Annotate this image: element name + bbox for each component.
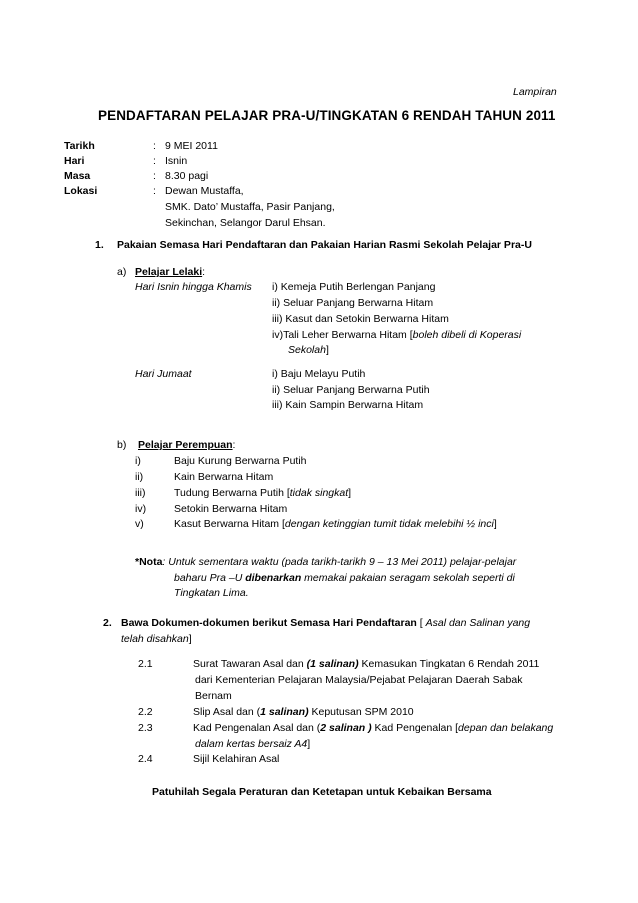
bracket-close: ] [325, 344, 329, 356]
section2-number: 2. [103, 617, 112, 629]
weekday-item: i) Kemeja Putih Berlengan Panjang [272, 281, 436, 293]
weekday-item-cont [288, 344, 329, 356]
girl-item-text: Setokin Berwarna Hitam [174, 503, 288, 515]
doc-item-line [193, 706, 414, 718]
masa-label: Masa [64, 170, 91, 182]
colon: : [232, 439, 236, 451]
doc-item-text: Surat Tawaran Asal dan [193, 658, 307, 670]
doc-item-note: dalam kertas bersaiz A4 [195, 738, 308, 750]
weekday-item-note: boleh dibeli di Koperasi [412, 329, 522, 341]
hari-value: Isnin [165, 155, 188, 167]
doc-item-cont [195, 738, 310, 750]
nota-text: baharu Pra –U [174, 572, 246, 584]
section1a-marker: a) [117, 266, 127, 278]
doc-item-cont: dari Kementerian Pelajaran Malaysia/Pejabat Pelajaran Daerah Sabak [195, 674, 523, 686]
nota-bold: dibenarkan [245, 572, 302, 584]
doc-item-num: 2.3 [138, 722, 153, 734]
doc-item-text: Kemasukan Tingkatan 6 Rendah 2011 [358, 658, 540, 670]
doc-item-copies: 2 salinan ) [320, 722, 372, 734]
bracket-close: ] [307, 738, 311, 750]
doc-item-line [193, 722, 553, 734]
doc-item-text: Sijil Kelahiran Asal [193, 753, 280, 765]
section2-heading-line [121, 617, 530, 629]
doc-item-num: 2.2 [138, 706, 153, 718]
friday-label: Hari Jumaat [135, 368, 192, 380]
section1a-heading: Pelajar Lelaki [135, 266, 203, 278]
section1b-heading: Pelajar Perempuan [138, 439, 233, 451]
lokasi-line: Sekinchan, Selangor Darul Ehsan. [165, 217, 326, 229]
doc-item-num: 2.1 [138, 658, 153, 670]
section1-heading: Pakaian Semasa Hari Pendaftaran dan Pakaian Harian Rasmi Sekolah Pelajar Pra-U [117, 239, 532, 251]
nota-line3: Tingkatan Lima. [174, 587, 249, 599]
tarikh-label: Tarikh [64, 140, 95, 152]
colon: : [153, 170, 156, 182]
lampiran-label: Lampiran [513, 86, 557, 98]
bracket-open: [ [416, 617, 426, 629]
doc-item-text: Kad Pengenalan Asal dan ( [193, 722, 321, 734]
colon: : [202, 266, 206, 278]
colon: : [153, 155, 156, 167]
lokasi-line: SMK. Dato’ Mustaffa, Pasir Panjang, [165, 201, 335, 213]
section1-number: 1. [95, 239, 104, 251]
weekday-item: ii) Seluar Panjang Berwarna Hitam [272, 297, 434, 309]
friday-item: iii) Kain Sampin Berwarna Hitam [272, 399, 424, 411]
girl-item-line [174, 518, 497, 530]
masa-value: 8.30 pagi [165, 170, 209, 182]
weekday-item-text: iv)Tali Leher Berwarna Hitam [ [272, 329, 413, 341]
document-title: PENDAFTARAN PELAJAR PRA-U/TINGKATAN 6 RENDAH TAHUN 2011 [98, 108, 556, 123]
closing-statement: Patuhilah Segala Peraturan dan Ketetapan untuk Kebaikan Bersama [152, 786, 492, 798]
doc-item-text: Keputusan SPM 2010 [308, 706, 414, 718]
friday-item: ii) Seluar Panjang Berwarna Putih [272, 384, 430, 396]
section1b-heading-line [138, 439, 235, 451]
bracket-close: ] [348, 487, 352, 499]
bracket-close: ] [188, 633, 192, 645]
girl-item-num: i) [135, 455, 141, 467]
weekday-item-note2: Sekolah [288, 344, 326, 356]
girl-item-text: Tudung Berwarna Putih [ [174, 487, 290, 499]
doc-item-note: depan dan belakang [458, 722, 554, 734]
girl-item-text: Baju Kurung Berwarna Putih [174, 455, 307, 467]
girl-item-line [174, 487, 351, 499]
nota-label: *Nota [135, 556, 163, 568]
girl-item-num: ii) [135, 471, 144, 483]
weekday-item [272, 329, 521, 341]
nota-line2 [174, 572, 515, 584]
girl-item-note: dengan ketinggian tumit tidak melebihi ½ inci [284, 518, 494, 530]
doc-item-text: Slip Asal dan ( [193, 706, 261, 718]
hari-label: Hari [64, 155, 85, 167]
girl-item-text: Kasut Berwarna Hitam [ [174, 518, 285, 530]
weekday-item: iii) Kasut dan Setokin Berwarna Hitam [272, 313, 449, 325]
colon: : [153, 140, 156, 152]
girl-item-text: Kain Berwarna Hitam [174, 471, 274, 483]
bracket-close: ] [493, 518, 497, 530]
doc-item-copies: (1 salinan) [306, 658, 359, 670]
doc-item-cont: Bernam [195, 690, 232, 702]
colon: : [153, 185, 156, 197]
weekday-label: Hari Isnin hingga Khamis [135, 281, 252, 293]
girl-item-note: tidak singkat [289, 487, 349, 499]
doc-item-line [193, 658, 539, 670]
section2-heading-cont [121, 633, 192, 645]
section2-heading: Bawa Dokumen-dokumen berikut Semasa Hari Pendaftaran [121, 617, 417, 629]
section2-heading-note: telah disahkan [121, 633, 189, 645]
girl-item-num: iv) [135, 503, 147, 515]
tarikh-value: 9 MEI 2011 [165, 140, 218, 152]
doc-item-num: 2.4 [138, 753, 153, 765]
lokasi-line: Dewan Mustaffa, [165, 185, 244, 197]
nota-text: : Untuk sementara waktu (pada tarikh-tarikh 9 – 13 Mei 2011) pelajar-pelajar [162, 556, 517, 568]
section1a-heading-line [135, 266, 205, 278]
friday-item: i) Baju Melayu Putih [272, 368, 366, 380]
girl-item-num: iii) [135, 487, 146, 499]
nota-text: memakai pakaian seragam sekolah seperti di [301, 572, 515, 584]
doc-item-text: Kad Pengenalan [ [371, 722, 459, 734]
section1b-marker: b) [117, 439, 127, 451]
section2-heading-note: Asal dan Salinan yang [425, 617, 531, 629]
lokasi-label: Lokasi [64, 185, 98, 197]
girl-item-num: v) [135, 518, 144, 530]
nota-line1 [135, 556, 516, 568]
doc-item-copies: 1 salinan) [260, 706, 309, 718]
